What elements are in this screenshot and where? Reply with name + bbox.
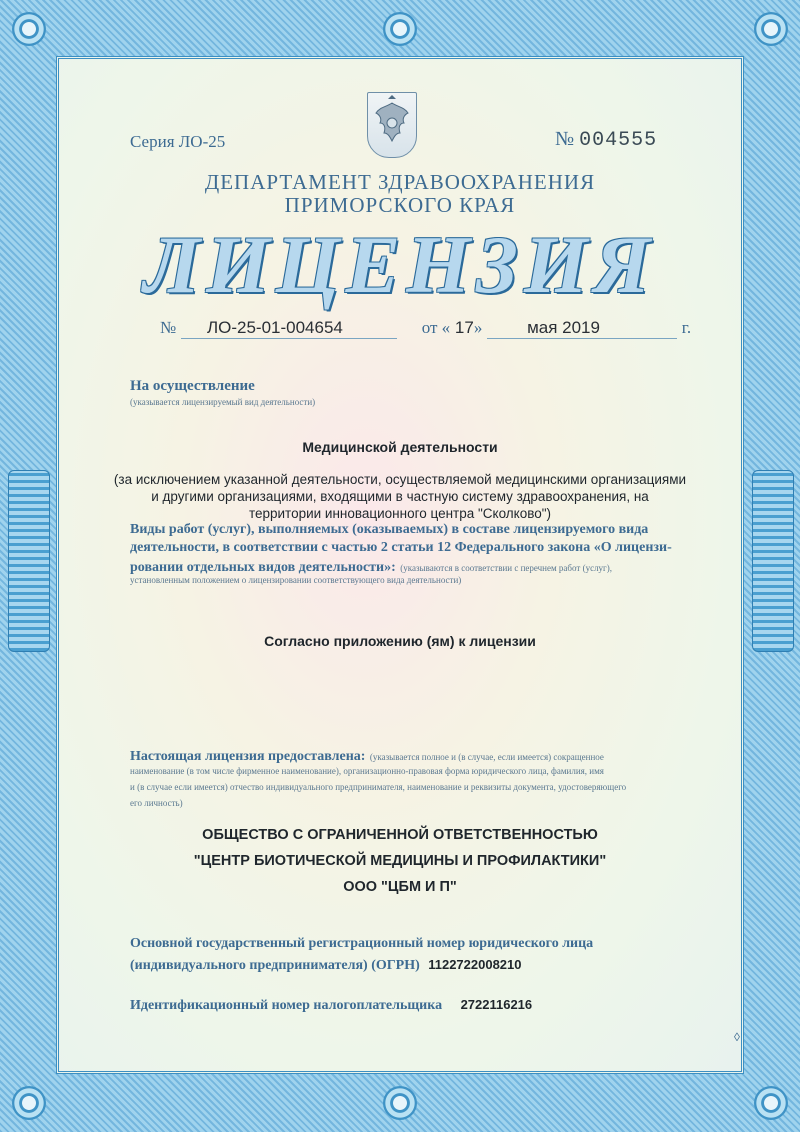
inn-label: Идентификационный номер налогоплательщика <box>130 998 443 1013</box>
works-label-line-3: ровании отдельных видов деятельности»: <box>130 560 396 575</box>
grantee-label-row <box>130 747 604 765</box>
coat-of-arms-icon <box>367 92 417 158</box>
left-ornament <box>8 470 50 652</box>
works-label-line-2: деятельности, в соответствии с частью 2 статьи 12 Федерального закона «О лицензи- <box>130 540 672 555</box>
license-number-row <box>160 318 691 339</box>
ogrn-label-line-2: (индивидуального предпринимателя) (ОГРН) <box>130 958 420 973</box>
rosette-bottom-right <box>754 1086 788 1120</box>
grantee-hint-line-2: наименование (в том числе фирменное наименование), организационно-правовая форма юридического лица, фамилия, имя <box>130 766 604 776</box>
works-label-line-3-row <box>130 558 612 576</box>
exclusion-line-3: территории инновационного центра "Сколково") <box>248 506 552 521</box>
corner-mark: ◊ <box>734 1030 740 1044</box>
inn-value: 2722116216 <box>460 997 533 1012</box>
number-sign: № <box>555 128 575 150</box>
activity-label: На осуществление <box>130 378 255 394</box>
license-month-year: мая 2019 <box>487 318 677 339</box>
license-number-label: № <box>160 318 177 337</box>
grantee-short-name: ООО "ЦБМ И П" <box>343 879 457 895</box>
exclusion-line-1: (за исключением указанной деятельности, осуществляемой медицинскими организациями <box>113 472 687 487</box>
department-line-2: ПРИМОРСКОГО КРАЯ <box>284 193 516 217</box>
form-number-value: 004555 <box>579 129 658 152</box>
series-label: Серия ЛО-25 <box>130 132 226 151</box>
rosette-top-center <box>383 12 417 46</box>
rosette-top-left <box>12 12 46 46</box>
ogrn-label-line-1: Основной государственный регистрационный номер юридического лица <box>130 936 594 951</box>
rosette-bottom-left <box>12 1086 46 1120</box>
ogrn-value: 1122722008210 <box>428 957 522 972</box>
year-suffix: г. <box>681 318 692 337</box>
works-hint-line-2: установленным положением о лицензировании соответствующего вида деятельности) <box>130 575 462 585</box>
date-from-label: от « <box>421 318 451 337</box>
rosette-bottom-center <box>383 1086 417 1120</box>
grantee-label: Настоящая лицензия предоставлена: <box>130 749 366 764</box>
license-day: 17 <box>454 318 474 337</box>
activity-hint: (указывается лицензируемый вид деятельности) <box>130 397 316 407</box>
license-number: ЛО-25-01-004654 <box>181 318 397 339</box>
exclusion-line-2: и другими организациями, входящими в частную систему здравоохранения, на <box>151 489 649 504</box>
grantee-hint-line-1: (указывается полное и (в случае, если имеется) сокращенное <box>369 752 604 762</box>
date-day-close: » <box>473 318 483 337</box>
grantee-hint-line-3: и (в случае если имеется) отчество индивидуального предпринимателя, наименование и реквизиты документа, удостоверяющего <box>130 782 627 792</box>
ogrn-row <box>130 956 522 974</box>
works-hint-line-1: (указываются в соответствии с перечнем работ (услуг), <box>400 563 612 573</box>
grantee-hint-line-4: его личность) <box>130 798 183 808</box>
form-number <box>555 128 657 152</box>
department-line-1: ДЕПАРТАМЕНТ ЗДРАВООХРАНЕНИЯ <box>204 170 596 194</box>
rosette-top-right <box>754 12 788 46</box>
inn-row <box>130 996 532 1014</box>
grantee-name-line-2: "ЦЕНТР БИОТИЧЕСКОЙ МЕДИЦИНЫ И ПРОФИЛАКТИКИ" <box>193 853 607 869</box>
right-ornament <box>752 470 794 652</box>
works-label-line-1: Виды работ (услуг), выполняемых (оказываемых) в составе лицензируемого вида <box>130 522 649 537</box>
works-value: Согласно приложению (ям) к лицензии <box>264 633 536 649</box>
license-title: ЛИЦЕНЗИЯ <box>143 219 657 310</box>
activity-name: Медицинской деятельности <box>302 439 498 455</box>
grantee-name-line-1: ОБЩЕСТВО С ОГРАНИЧЕННОЙ ОТВЕТСТВЕННОСТЬЮ <box>202 827 598 843</box>
